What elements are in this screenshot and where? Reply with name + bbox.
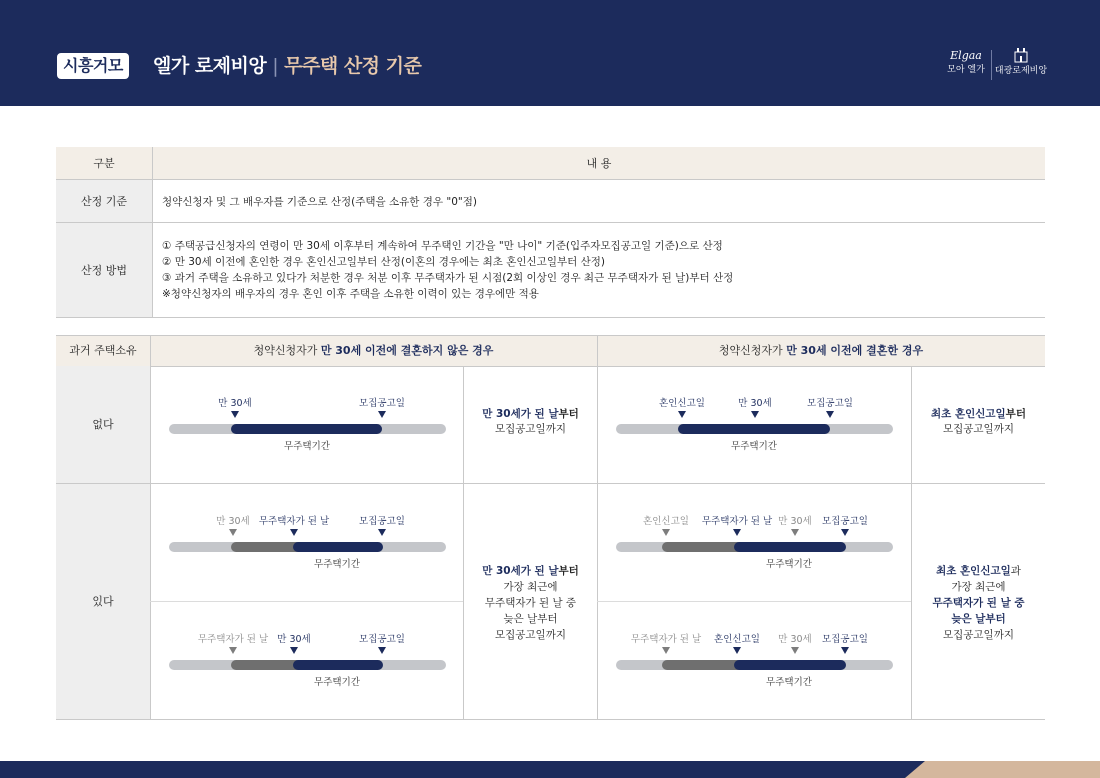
marker-nohouse-label: 무주택자가 된 날: [701, 516, 773, 527]
method-line-4: ※청약신청자의 배우자의 경우 혼인 이후 주택을 소유한 이력이 있는 경우에만 적용: [162, 288, 539, 300]
col-past-ownership: 과거 주택소유: [56, 335, 150, 367]
no-house-period-bar: [678, 424, 830, 434]
region-badge: 시흥거모: [57, 53, 129, 79]
title-separator: |: [272, 55, 279, 77]
marker-nohouse-arrow: [290, 529, 298, 536]
divider: [150, 335, 151, 720]
married-head-prefix: 청약신청자가: [718, 344, 787, 357]
period-caption: 무주택기간: [731, 441, 777, 452]
col-category: 구분: [56, 147, 153, 180]
no-house-period-bar: [293, 660, 383, 670]
castle-icon: [1014, 47, 1028, 63]
col-content: 내 용: [153, 147, 1046, 180]
divider: [597, 335, 598, 720]
col-unmarried: [150, 335, 597, 367]
marker-notice-arrow: [378, 529, 386, 536]
marker-age30-label: 만 30세: [738, 398, 772, 409]
col-married: [597, 335, 1045, 367]
desc-some-married: [912, 563, 1045, 643]
marker-nohouse-label: 무주택자가 된 날: [258, 516, 330, 527]
no-house-period-bar: [231, 424, 382, 434]
desc2-highlight: 최초 혼인신고일: [931, 408, 1006, 420]
row-label-some: 있다: [56, 484, 150, 720]
desc3-line5: 모집공고일까지: [494, 629, 566, 641]
marker-notice-arrow: [841, 647, 849, 654]
period-caption: 무주택기간: [314, 677, 360, 688]
marker-marriage-arrow: [662, 529, 670, 536]
desc4-line5: 모집공고일까지: [942, 629, 1014, 641]
desc4-highlight: 최초 혼인신고일: [936, 565, 1011, 577]
daekwang-logo-text: 대광로제비앙: [994, 66, 1048, 76]
desc4-line3: 무주택자가 된 날 중: [932, 597, 1025, 609]
elga-script-logo: Elgaa: [950, 49, 982, 62]
marker-notice-label: 모집공고일: [807, 398, 853, 409]
row-label-none: 없다: [56, 366, 150, 483]
method-line-2: ② 만 30세 이전에 혼인한 경우 혼인신고일부터 산정(이혼의 경우에는 최초 혼인신고일부터 산정): [162, 256, 605, 268]
marker-marriage-label: 혼인신고일: [714, 634, 760, 645]
no-house-period-bar: [293, 542, 383, 552]
marker-notice-label: 모집공고일: [359, 398, 405, 409]
desc-some-unmarried: [464, 563, 597, 643]
marker-age30-arrow: [229, 529, 237, 536]
calculation-criteria-table: [56, 147, 1045, 318]
row-label-criteria: 산정 기준: [56, 180, 153, 223]
owned-period-bar: [231, 542, 301, 552]
period-caption: 무주택기간: [766, 559, 812, 570]
marker-notice-arrow: [378, 411, 386, 418]
period-caption: 무주택기간: [314, 559, 360, 570]
owned-period-bar: [231, 660, 301, 670]
marker-nohouse-arrow: [229, 647, 237, 654]
method-text: [153, 223, 1046, 318]
marker-age30-arrow: [231, 411, 239, 418]
marker-age30-label: 만 30세: [778, 634, 812, 645]
method-line-1: ① 주택공급신청자의 연령이 만 30세 이후부터 계속하여 무주택인 기간을 "만 나이" 기준(입주자모집공고일 기준)으로 산정: [162, 240, 723, 252]
married-head-highlight: 만 30세 이전에 결혼한 경우: [786, 344, 924, 357]
row-label-method: 산정 방법: [56, 223, 153, 318]
page-subtitle: 무주택 산정 기준: [284, 55, 422, 77]
divider: [150, 601, 463, 602]
moa-elga-logo: [944, 48, 988, 76]
desc3-line3: 무주택자가 된 날 중: [484, 597, 577, 609]
desc4-suffix: 과: [1010, 565, 1021, 577]
desc4-line4: 늦은 날부터: [951, 613, 1006, 625]
marker-notice-arrow: [841, 529, 849, 536]
marker-age30-arrow: [751, 411, 759, 418]
marker-nohouse-label: 무주택자가 된 날: [630, 634, 702, 645]
daekwang-logo: [994, 47, 1048, 77]
marker-notice-arrow: [378, 647, 386, 654]
desc-none-unmarried: [464, 407, 597, 437]
criteria-text: 청약신청자 및 그 배우자를 기준으로 산정(주택을 소유한 경우 "0"점): [153, 180, 1046, 223]
marker-age30-arrow: [290, 647, 298, 654]
desc1-suffix: 부터: [558, 408, 579, 420]
moa-elga-logo-text: 모아 엘가: [947, 65, 985, 75]
desc2-line2: 모집공고일까지: [942, 423, 1014, 435]
marker-age30-label: 만 30세: [216, 516, 250, 527]
marker-notice-arrow: [826, 411, 834, 418]
marker-nohouse-arrow: [733, 529, 741, 536]
marker-notice-label: 모집공고일: [822, 516, 868, 527]
ownership-timeline-table: [56, 335, 1045, 720]
marker-marriage-arrow: [678, 411, 686, 418]
unmarried-head-highlight: 만 30세 이전에 결혼하지 않은 경우: [320, 344, 494, 357]
owned-period-bar: [662, 542, 742, 552]
table-row: [56, 180, 1045, 223]
divider: [56, 719, 1045, 720]
divider: [56, 483, 1045, 484]
header-bar: [0, 0, 1100, 106]
marker-nohouse-label: 무주택자가 된 날: [197, 634, 269, 645]
marker-age30-arrow: [791, 647, 799, 654]
marker-notice-label: 모집공고일: [359, 516, 405, 527]
period-caption: 무주택기간: [766, 677, 812, 688]
desc3-suffix: 부터: [558, 565, 579, 577]
footer-accent-block: [925, 761, 1100, 778]
marker-nohouse-arrow: [662, 647, 670, 654]
desc1-highlight: 만 30세가 된 날: [482, 408, 559, 420]
marker-marriage-label: 혼인신고일: [659, 398, 705, 409]
owned-period-bar: [662, 660, 742, 670]
unmarried-head-prefix: 청약신청자가: [253, 344, 321, 357]
desc-none-married: [912, 407, 1045, 437]
no-house-period-bar: [734, 660, 846, 670]
desc2-suffix: 부터: [1005, 408, 1026, 420]
brand-title: 엘가 로제비앙: [153, 55, 267, 77]
no-house-period-bar: [734, 542, 846, 552]
marker-notice-label: 모집공고일: [359, 634, 405, 645]
desc3-highlight: 만 30세가 된 날: [482, 565, 559, 577]
marker-age30-label: 만 30세: [277, 634, 311, 645]
desc1-line2: 모집공고일까지: [494, 423, 566, 435]
marker-age30-arrow: [791, 529, 799, 536]
marker-notice-label: 모집공고일: [822, 634, 868, 645]
marker-marriage-arrow: [733, 647, 741, 654]
marker-age30-label: 만 30세: [218, 398, 252, 409]
marker-marriage-label: 혼인신고일: [643, 516, 689, 527]
footer-accent: [905, 761, 925, 778]
table-row: [56, 223, 1045, 318]
marker-age30-label: 만 30세: [778, 516, 812, 527]
desc3-line2: 가장 최근에: [503, 581, 558, 593]
period-caption: 무주택기간: [284, 441, 330, 452]
table-header-row: [56, 147, 1045, 180]
desc4-line2: 가장 최근에: [951, 581, 1006, 593]
page-title: [153, 52, 421, 80]
desc3-line4: 늦은 날부터: [503, 613, 558, 625]
method-line-3: ③ 과거 주택을 소유하고 있다가 처분한 경우 처분 이후 무주택자가 된 시점(2회 이상인 경우 최근 무주택자가 된 날)부터 산정: [162, 272, 734, 284]
divider: [597, 601, 911, 602]
logo-divider: [991, 50, 992, 80]
